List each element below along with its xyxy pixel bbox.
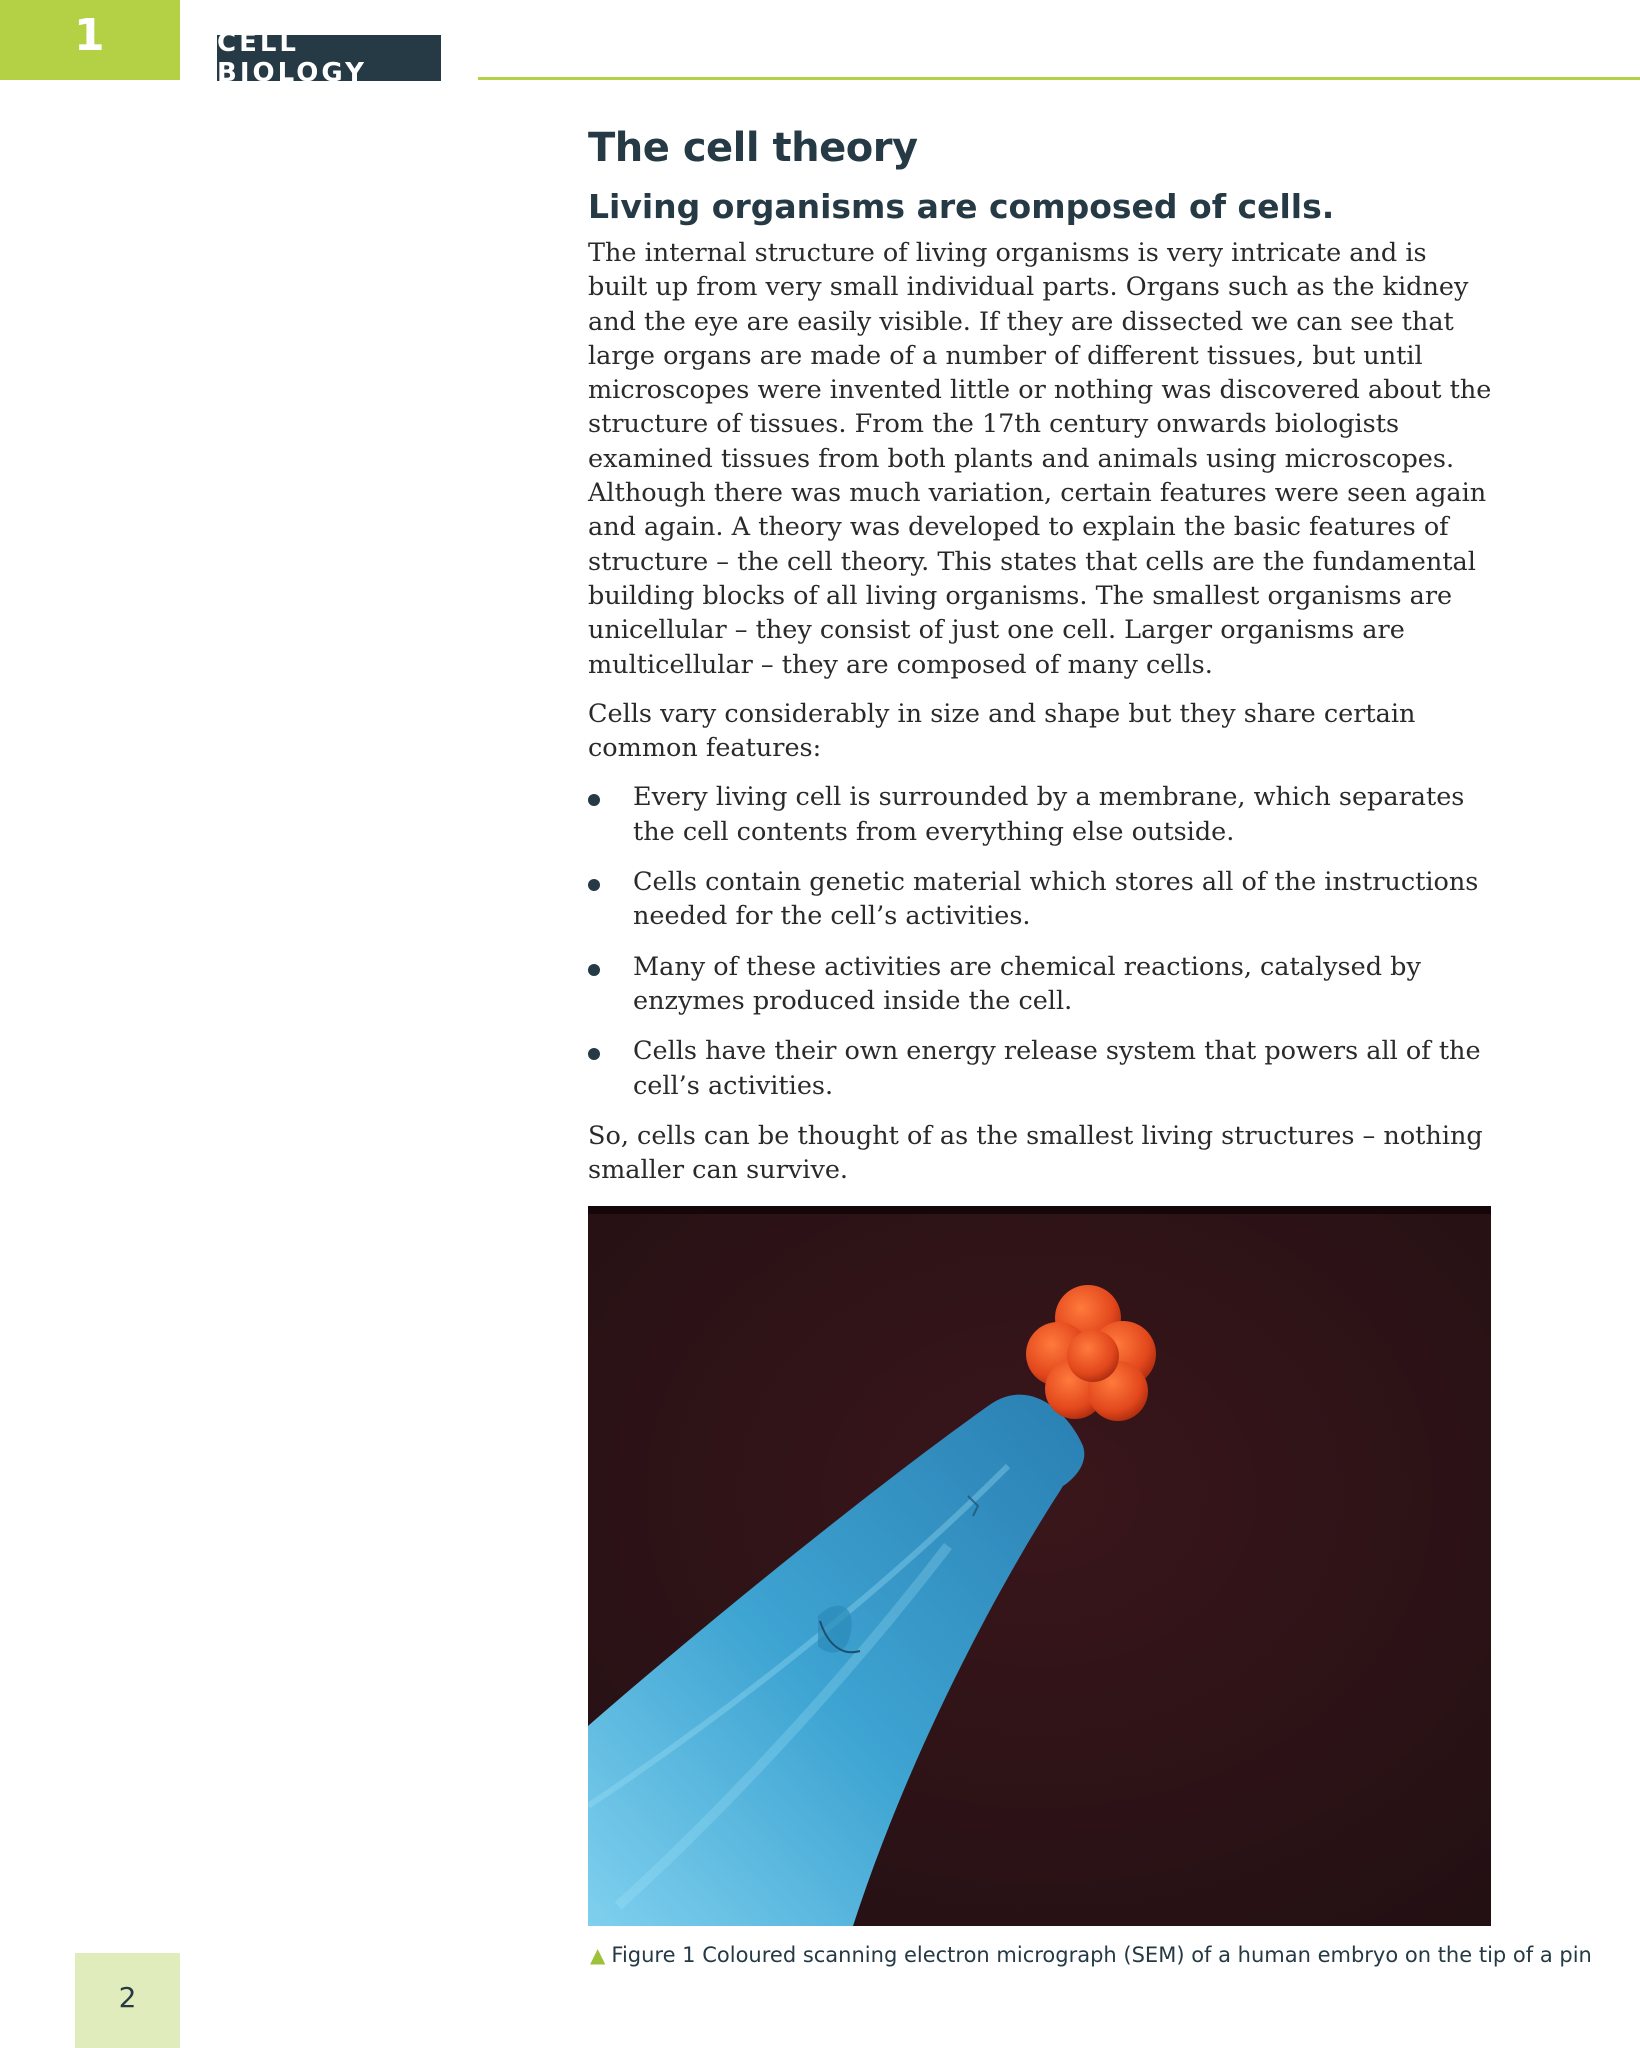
list-item-text: Cells have their own energy release system that powers all of the cell’s activities.: [633, 1036, 1481, 1101]
chapter-number: 1: [74, 10, 105, 61]
chapter-tab: [0, 0, 180, 80]
bullet-icon: [588, 964, 600, 976]
features-list: [588, 780, 1493, 1102]
bullet-icon: [588, 1048, 600, 1060]
list-item-text: Many of these activities are chemical reactions, catalysed by enzymes produced inside the cell.: [633, 951, 1421, 1016]
list-item: [588, 865, 1493, 934]
paragraph-intro: The internal structure of living organisms is very intricate and is built up from very small individual parts. Organs such as the kidney and the eye are easily visible. If they are dissected we can see that large organs are made of a number of different tissues, but until microscopes were invented little or nothing was discovered about the structure of tissues. From the 17th century onwards biologists examined tissues from both plants and animals using microscopes. Although there was much variation, certain features were seen again and again. A theory was developed to explain the basic features of structure – the cell theory. This states that cells are the fundamental building blocks of all living organisms. The smallest organisms are unicellular – they consist of just one cell. Larger organisms are multicellular – they are composed of many cells.: [588, 238, 1492, 680]
chapter-title: CELL BIOLOGY: [217, 35, 441, 81]
bullet-icon: [588, 879, 600, 891]
caption-triangle-icon: ▲: [590, 1943, 606, 1967]
caption-text: Figure 1 Coloured scanning electron micrograph (SEM) of a human embryo on the tip of a pin: [611, 1943, 1592, 1967]
section-subheading: Living organisms are composed of cells.: [588, 187, 1335, 226]
paragraph-conclusion: So, cells can be thought of as the smallest living structures – nothing smaller can survive.: [588, 1120, 1483, 1186]
figure-caption: [590, 1943, 1592, 1967]
list-item-text: Every living cell is surrounded by a membrane, which separates the cell contents from everything else outside.: [633, 782, 1465, 847]
page-number-tab: [75, 1953, 180, 2048]
header-divider: [478, 77, 1640, 80]
main-content: [588, 120, 1493, 1202]
embryo-on-pin-illustration: [588, 1206, 1491, 1926]
bullet-icon: [588, 794, 600, 806]
list-item-text: Cells contain genetic material which stores all of the instructions needed for the cell’s activities.: [633, 867, 1479, 932]
list-item: [588, 780, 1493, 849]
list-item: [588, 1034, 1493, 1103]
list-item: [588, 950, 1493, 1019]
section-heading: The cell theory: [588, 125, 918, 171]
page-number: 2: [118, 1981, 137, 2014]
sem-micrograph-image: [588, 1206, 1491, 1926]
paragraph-features-intro: Cells vary considerably in size and shape but they share certain common features:: [588, 698, 1416, 764]
